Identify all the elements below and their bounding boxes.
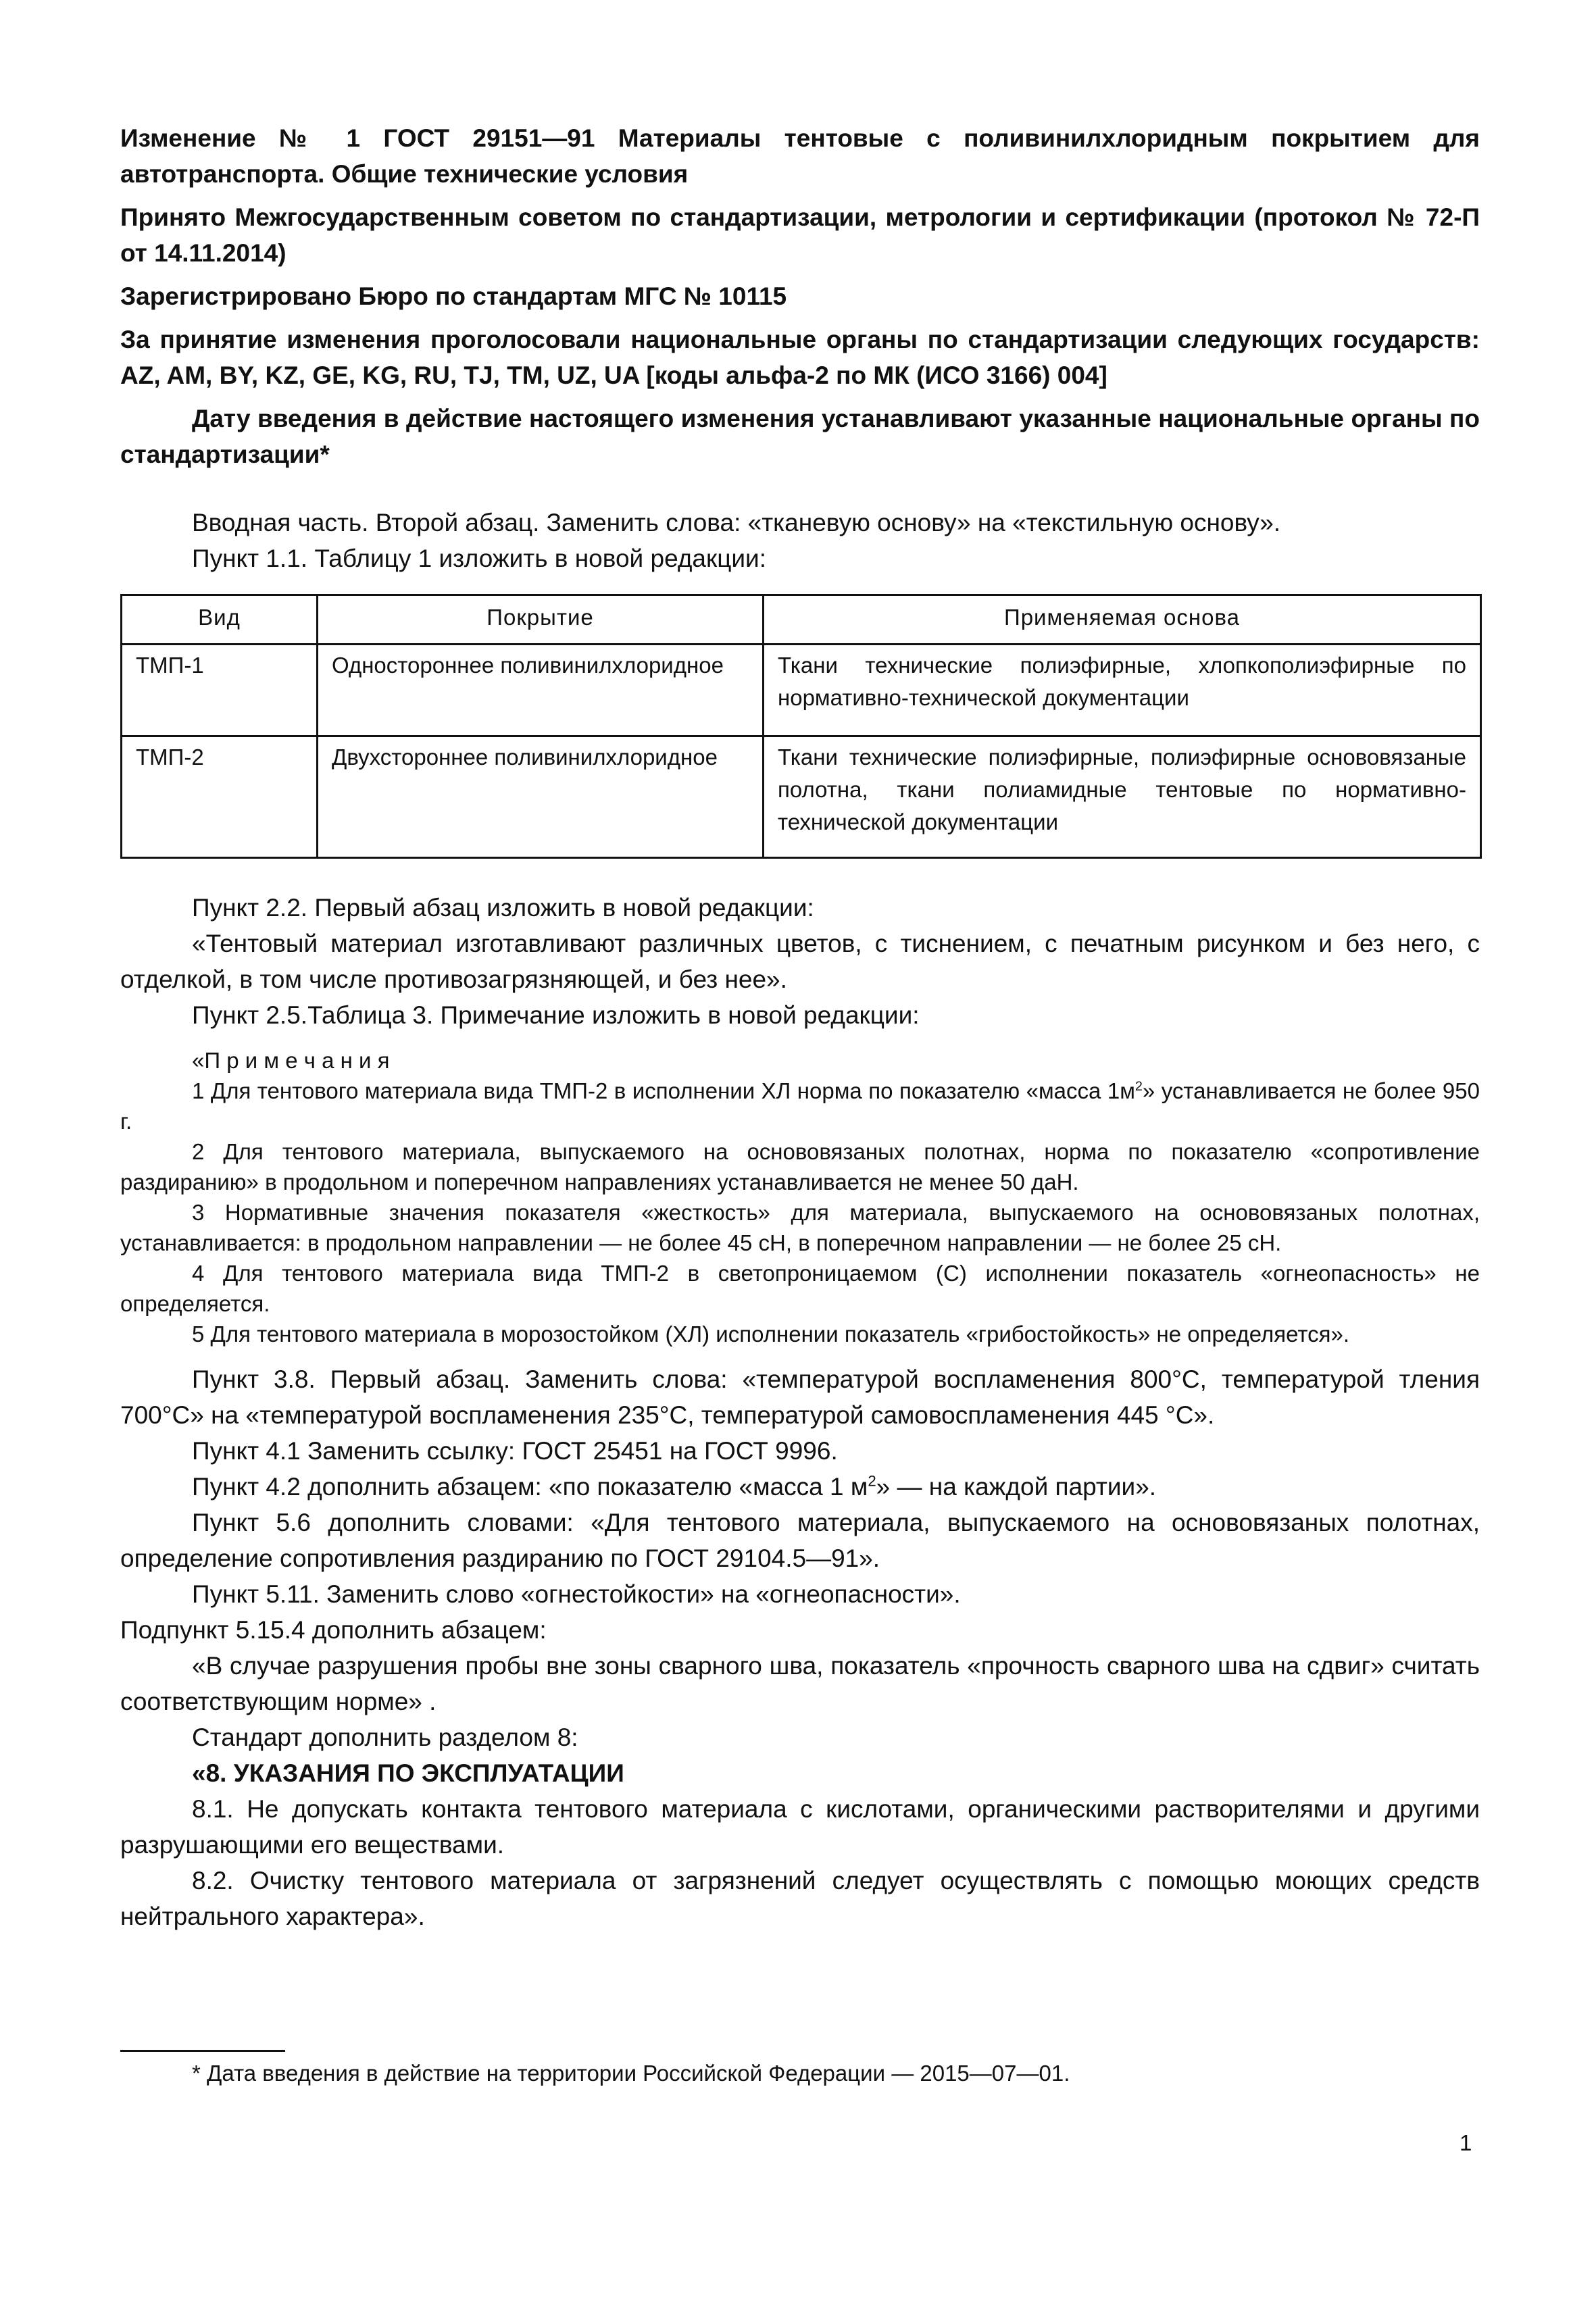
table-intro-paragraph: Пункт 1.1. Таблицу 1 изложить в новой редакции: [192, 545, 767, 572]
clause-3-8: Пункт 3.8. Первый абзац. Заменить слова: «температурой воспламенения 800°С, температурой тления 700°С» на «температурой воспламенения 235°С, температурой самовоспламенения 445 °С». [120, 1365, 1480, 1429]
column-header-coating: Покрытие [318, 595, 764, 645]
amendment-title: Изменение № 1 ГОСТ 29151—91 Материалы тентовые с поливинилхлоридным покрытием для автотранспорта. Общие технические условия [120, 124, 1480, 188]
cell-kind: ТМП-1 [122, 645, 318, 736]
cell-coating: Двухстороннее поливинилхлоридное [318, 736, 764, 858]
section-8-2: 8.2. Очистку тентового материала от загрязнений следует осуществлять с помощью моющих средств нейтрального характера». [120, 1867, 1480, 1930]
note-4: 4 Для тентового материала вида ТМП-2 в светопроницаемом (С) исполнении показатель «огнеопасность» не определяется. [120, 1261, 1480, 1316]
clause-4-2: Пункт 4.2 дополнить абзацем: «по показателю «масса 1 $м^2$» — на каждой партии». [192, 1472, 1157, 1501]
registered-note: Зарегистрировано Бюро по стандартам МГС № 10115 [120, 282, 787, 310]
table-1 [120, 594, 1482, 859]
voted-note: За принятие изменения проголосовали национальные органы по стандартизации следующих государств: AZ, AM, BY, KZ, GE, KG, RU, TJ, TM, UZ, UA [коды альфа-2 по МК (ИСО 3166) 004] [120, 326, 1480, 389]
note-5: 5 Для тентового материала в морозостойком (ХЛ) исполнении показатель «грибостойкость» не определяется». [192, 1322, 1350, 1347]
clause-4-1: Пункт 4.1 Заменить ссылку: ГОСТ 25451 на ГОСТ 9996. [192, 1437, 838, 1465]
table-header-row [122, 595, 1481, 645]
section-8-title: «8. УКАЗАНИЯ ПО ЭКСПЛУАТАЦИИ [192, 1759, 624, 1787]
clause-2-2-text: «Тентовый материал изготавливают различных цветов, с тиснением, с печатным рисунком и без него, с отделкой, в том числе противозагрязняющей, и без нее». [120, 930, 1480, 993]
footnote: * Дата введения в действие на территории Российской Федерации — 2015—07—01. [192, 2061, 1070, 2086]
table-row [122, 645, 1481, 736]
document-page [120, 120, 1480, 1934]
clause-5-11: Пункт 5.11. Заменить слово «огнестойкости» на «огнеопасности». [192, 1580, 961, 1608]
adopted-note: Принято Межгосударственным советом по стандартизации, метрологии и сертификации (протокол № 72-П от 14.11.2014) [120, 203, 1480, 267]
clause-2-5: Пункт 2.5.Таблица 3. Примечание изложить в новой редакции: [192, 1001, 920, 1029]
note-3: 3 Нормативные значения показателя «жесткость» для материала, выпускаемого на основовязаных полотнах, устанавливается: в продольном направлении — не более 45 сН, в поперечном направлении — не более 25 сН. [120, 1200, 1480, 1255]
intro-paragraph: Вводная часть. Второй абзац. Заменить слова: «тканевую основу» на «текстильную основу». [192, 509, 1281, 536]
section-8-1: 8.1. Не допускать контакта тентового материала с кислотами, органическими растворителями и другими разрушающими его веществами. [120, 1795, 1480, 1859]
clause-5-15-4-text: «В случае разрушения пробы вне зоны сварного шва, показатель «прочность сварного шва на сдвиг» считать соответствующим норме» . [120, 1652, 1480, 1715]
page-number: 1 [1460, 2130, 1472, 2155]
table-row [122, 736, 1481, 858]
cell-coating: Одностороннее поливинилхлоридное [318, 645, 764, 736]
notes-heading: «П р и м е ч а н и я [192, 1048, 390, 1073]
notes-block [120, 1045, 1480, 1349]
column-header-base: Применяемая основа [764, 595, 1481, 645]
note-1: 1 Для тентового материала вида ТМП-2 в исполнении ХЛ норма по показателю «масса $1м^2$» устанавливается не более 950 г. [120, 1078, 1480, 1134]
cell-base: Ткани технические полиэфирные, хлопкополиэфирные по нормативно-технической документации [764, 645, 1481, 736]
note-2: 2 Для тентового материала, выпускаемого на основовязаных полотнах, норма по показателю «сопротивление раздиранию» в продольном и поперечном направлениях устанавливается не менее 50 даН. [120, 1139, 1480, 1194]
clause-2-2: Пункт 2.2. Первый абзац изложить в новой редакции: [192, 894, 814, 922]
clause-5-6: Пункт 5.6 дополнить словами: «Для тентового материала, выпускаемого на основовязаных полотнах, определение сопротивления раздиранию по ГОСТ 29104.5—91». [120, 1509, 1480, 1572]
cell-kind: ТМП-2 [122, 736, 318, 858]
clause-5-15-4: Подпункт 5.15.4 дополнить абзацем: [120, 1616, 547, 1644]
cell-base: Ткани технические полиэфирные, полиэфирные основовязаные полотна, ткани полиамидные тентовые по нормативно-технической документации [764, 736, 1481, 858]
footnote-divider [120, 2050, 285, 2052]
add-section-8: Стандарт дополнить разделом 8: [192, 1724, 578, 1751]
date-note: Дату введения в действие настоящего изменения устанавливают указанные национальные органы по стандартизации* [120, 405, 1480, 468]
column-header-kind: Вид [122, 595, 318, 645]
